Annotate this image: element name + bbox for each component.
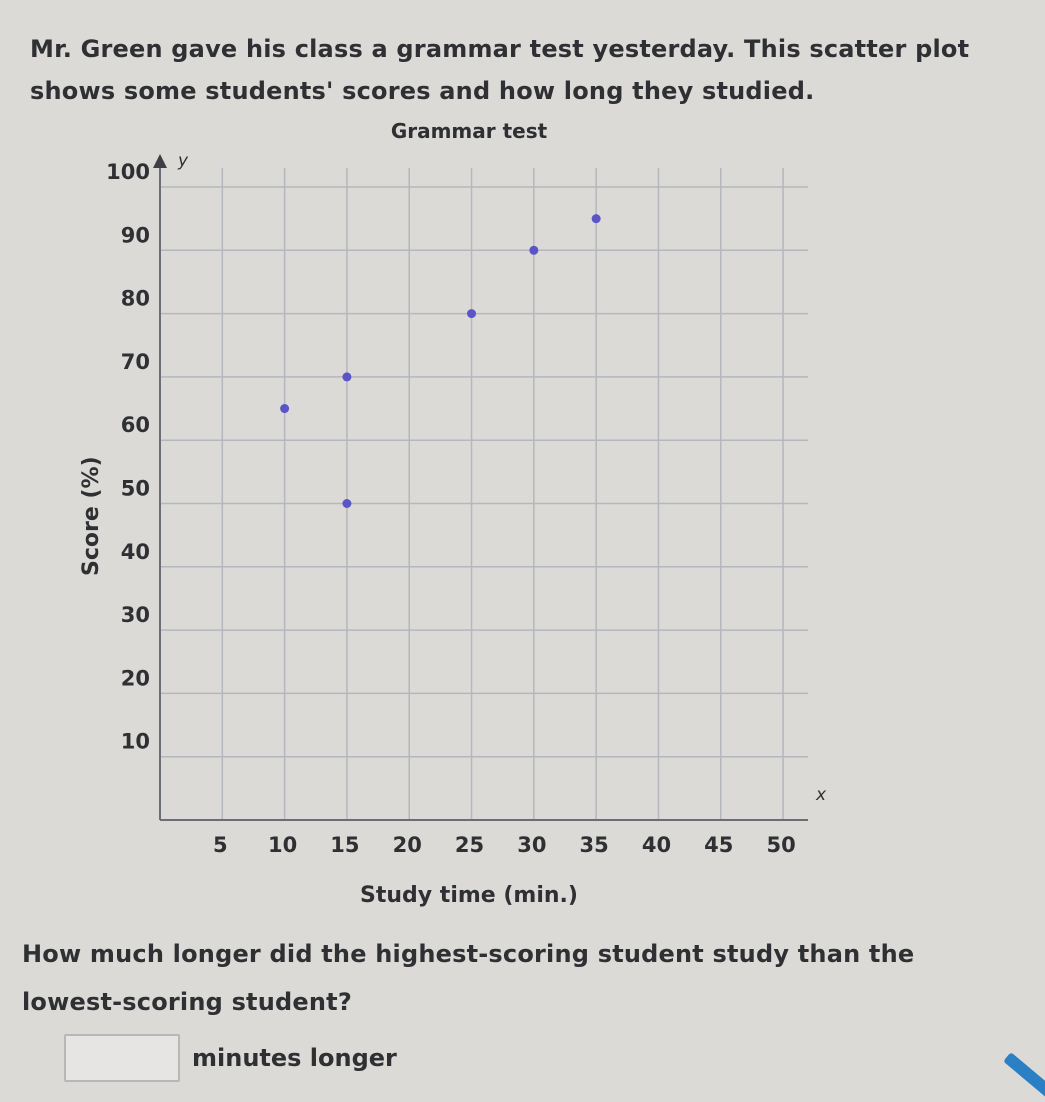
y-tick-label: 80 xyxy=(120,286,150,311)
x-tick-label: 5 xyxy=(212,833,228,857)
y-tick-label: 30 xyxy=(120,603,150,628)
y-tick-label: 70 xyxy=(120,349,150,374)
data-point xyxy=(467,309,476,318)
y-tick-label: 90 xyxy=(120,223,150,248)
x-tick-label: 30 xyxy=(517,833,547,857)
chart-title: Grammar test xyxy=(390,119,548,143)
y-axis-label: Score (%) xyxy=(79,456,104,576)
answer-row xyxy=(64,1034,397,1082)
x-tick-label: 20 xyxy=(392,833,422,857)
y-tick-label: 40 xyxy=(120,539,150,564)
y-axis-arrow-icon xyxy=(153,154,167,168)
prompt-text: Mr. Green gave his class a grammar test yesterday. This scatter plot shows some students' scores and how long they studied. xyxy=(30,35,970,105)
answer-input[interactable] xyxy=(64,1034,180,1082)
x-tick-label: 50 xyxy=(766,833,796,857)
x-tick-label: 10 xyxy=(267,833,298,857)
y-tick-label: 20 xyxy=(120,666,150,691)
data-point xyxy=(529,246,538,255)
data-point xyxy=(342,372,351,381)
x-tick-label: 45 xyxy=(704,833,734,857)
y-tick-label: 50 xyxy=(120,476,150,501)
y-axis-letter: y xyxy=(178,151,189,171)
y-tick-label: 60 xyxy=(120,413,150,438)
x-tick-label: 25 xyxy=(454,833,485,857)
question-text: How much longer did the highest-scoring student study than the lowest-scoring student? xyxy=(22,940,915,1016)
x-tick-label: 35 xyxy=(579,833,609,857)
x-tick-label: 40 xyxy=(641,833,672,857)
x-tick-label: 15 xyxy=(330,833,360,857)
data-point xyxy=(280,404,289,413)
scatter-chart xyxy=(0,110,1045,910)
x-axis-label: Study time (min.) xyxy=(360,883,578,908)
answer-suffix: minutes longer xyxy=(192,1044,397,1072)
x-axis-letter: x xyxy=(816,785,827,805)
y-tick-label: 100 xyxy=(106,159,150,184)
pencil-icon xyxy=(1003,1052,1045,1100)
y-tick-label: 10 xyxy=(120,729,150,754)
data-point xyxy=(592,214,601,223)
data-point xyxy=(342,499,351,508)
